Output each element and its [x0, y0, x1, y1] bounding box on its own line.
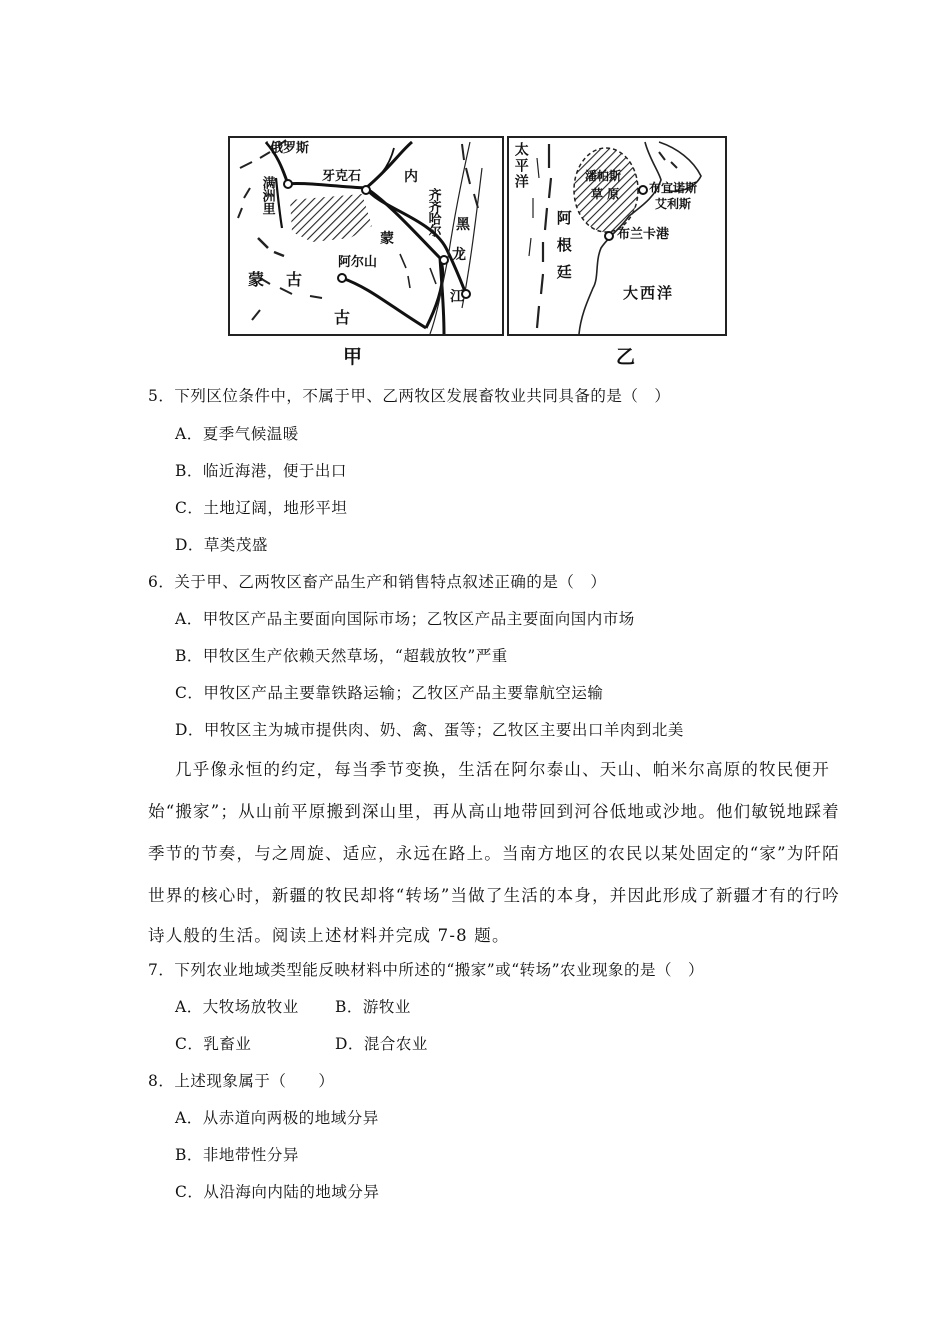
label-russia: 俄罗斯	[270, 141, 310, 156]
question-5-option-a[interactable]: A．夏季气候温暖	[175, 425, 299, 443]
city-manzhouli	[284, 180, 292, 188]
label-yakeshi: 牙克石	[322, 169, 362, 184]
question-6-option-c[interactable]: C．甲牧区产品主要靠铁路运输；乙牧区产品主要靠航空运输	[175, 684, 604, 702]
question-6-option-d[interactable]: D．甲牧区主为城市提供肉、奶、禽、蛋等；乙牧区主要出口羊肉到北美	[175, 721, 684, 739]
passage-line-2: 始“搬家”；从山前平原搬到深山里，再从高山地带回到河谷低地或沙地。他们敏锐地踩着	[148, 802, 840, 821]
label-pampas-1: 潘帕斯	[585, 169, 622, 183]
question-5-option-c[interactable]: C．土地辽阔，地形平坦	[175, 499, 348, 517]
passage-line-4: 世界的核心时，新疆的牧民却将“转场”当做了生活的本身，并因此形成了新疆才有的行吟	[148, 886, 840, 905]
city-yakeshi	[362, 186, 370, 194]
label-buenos-aires-1: 布宜诺斯	[649, 181, 698, 195]
label-argentina: 阿根廷	[554, 210, 573, 291]
label-gu: 古	[334, 308, 351, 327]
question-5-stem: 5．下列区位条件中，不属于甲、乙两牧区发展畜牧业共同具备的是（ ）	[148, 387, 671, 405]
city-aershan	[338, 274, 346, 282]
question-6-stem: 6．关于甲、乙两牧区畜产品生产和销售特点叙述正确的是（ ）	[148, 573, 607, 591]
question-6-option-a[interactable]: A．甲牧区产品主要面向国际市场；乙牧区产品主要面向国内市场	[175, 610, 635, 628]
city-qiqihaer	[440, 256, 448, 264]
label-qiqihaer: 齐齐哈尔	[425, 188, 441, 236]
map-figures	[0, 130, 950, 370]
label-pacific: 太平洋	[512, 142, 529, 190]
question-7-stem: 7．下列农业地域类型能反映材料中所述的“搬家”或“转场”农业现象的是（ ）	[148, 961, 705, 979]
question-5-option-b[interactable]: B．临近海港，便于出口	[175, 462, 347, 480]
question-5-option-d[interactable]: D．草类茂盛	[175, 536, 268, 554]
label-meng: 蒙	[380, 231, 394, 247]
question-8-option-c[interactable]: C．从沿海向内陆的地域分异	[175, 1183, 380, 1201]
question-7-option-d[interactable]: D．混合农业	[335, 1035, 428, 1053]
label-long: 龙	[452, 247, 466, 263]
caption-yi: 乙	[616, 346, 636, 368]
question-8-option-a[interactable]: A．从赤道向两极的地域分异	[175, 1109, 379, 1127]
question-7-option-b[interactable]: B．游牧业	[335, 998, 411, 1016]
question-7-option-c[interactable]: C．乳畜业	[175, 1035, 252, 1053]
map-jia	[228, 136, 504, 336]
label-buenos-aires-2: 艾利斯	[655, 197, 692, 211]
passage-line-1: 几乎像永恒的约定，每当季节变换，生活在阿尔泰山、天山、帕米尔高原的牧民便开	[175, 760, 830, 779]
question-8-option-b[interactable]: B．非地带性分异	[175, 1146, 299, 1164]
label-hei: 黑	[456, 217, 470, 233]
question-6-option-b[interactable]: B．甲牧区生产依赖天然草场，“超载放牧”严重	[175, 647, 508, 665]
label-nei: 内	[404, 169, 418, 185]
label-jiang: 江	[450, 289, 464, 305]
question-8-stem: 8．上述现象属于（ ）	[148, 1072, 335, 1090]
passage-line-3: 季节的节奏，与之周旋、适应，永远在路上。当南方地区的农民以某处固定的“家”为阡陌	[148, 844, 840, 863]
map-yi	[507, 136, 727, 336]
label-mongolia-meng: 蒙	[248, 270, 265, 289]
passage-line-5: 诗人般的生活。阅读上述材料并完成 7-8 题。	[148, 926, 510, 945]
label-atlantic: 大西洋	[623, 284, 675, 302]
label-manzhouli: 满洲里	[259, 176, 275, 215]
label-bahia-blanca: 布兰卡港	[617, 227, 670, 242]
question-7-option-a[interactable]: A．大牧场放牧业	[175, 998, 299, 1016]
caption-jia: 甲	[343, 346, 363, 368]
city-bahia-blanca	[605, 232, 613, 240]
label-pampas-2: 草 原	[591, 187, 620, 201]
city-buenos-aires	[639, 186, 647, 194]
label-mongolia-gu: 古	[286, 270, 303, 289]
label-aershan: 阿尔山	[338, 255, 378, 270]
hulunbuir-grassland	[290, 194, 372, 242]
